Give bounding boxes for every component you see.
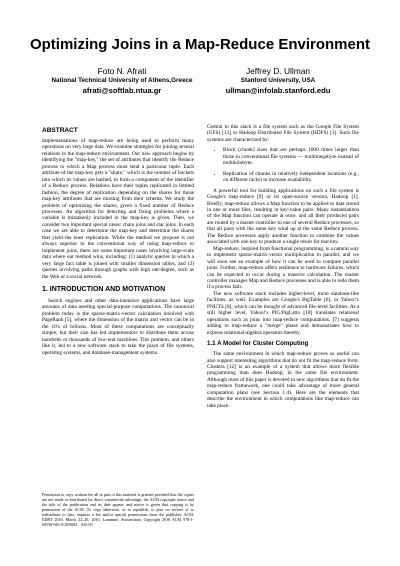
author-name: Jeffrey D. Ullman: [245, 66, 311, 76]
intro-paragraph: Search engines and other data-intensive applications have large amounts of data needing special-purpose computations. The canonical problem today is the sparse-matrix-vector calculation involved with PageRank [5], where the dimension of the matrix and vector can be in the 10's of billions. Most of these computations are conceptually simple, but their size has led implementors to distribute them across hundreds or thousands of low-end machines. This problem, and others like it, led to a new software stack to take the place of file systems, operating systems, and database-management systems.: [42, 297, 194, 356]
section-1-heading: 1. INTRODUCTION AND MOTIVATION: [42, 285, 166, 293]
author-name: Foto N. Afrati: [97, 66, 147, 76]
body-paragraph: A powerful tool for building applications on such a file system is Google's map-reduce [9] or its open-source version, Hadoop [1]. Briefly, map-reduce allows a Map function to be applied to data stored in one or more files, resulting in key-value pairs. Many instantiations of the Map function can operate at once, and all their produced pairs are routed by a master controller to one of several Reduce processes, so that all pairs with the same key wind up at the same Reduce process. The Reduce processes apply another function to combine the values associated with one key to produce a single result for that key.: [207, 187, 359, 246]
author-block-2: [178, 66, 378, 96]
abstract-text: Implementations of map-reduce are being used to perform many operations on very large data. We examine strategies for joining several relations in the map-reduce environment. Our new approach begins by identifying the "map-key," the set of attributes that identify the Reduce process to which a Map process must send a particular tuple. Each attribute of the map-key gets a "share," which is the number of buckets into which its values are hashed, to form a component of the identifier of a Reduce process. Relations have their tuples replicated in limited fashion, the degree of replication depending on the shares for those map-key attributes that are missing from their schema. We study the problem of optimizing the shares, given a fixed number of Reduce processes. An algorithm for detecting and fixing problems where a variable is mistakenly included in the map-key is given. Then, we consider two important special cases: chain joins and star joins. In each case we are able to determine the map-key and determine the shares that yield the least replication. While the method we propose is not always superior to the conventional way of using map-reduce to implement joins, there are some important cases involving large-scale data where our method wins, including: (1) analytic queries in which a very large fact table is joined with smaller dimension tables, and (2) queries involving paths through graphs with high out-degree, such as the Web or a social network.: [42, 138, 194, 280]
body-paragraph: The same environment in which map-reduce proves so useful can also support interesting algorithms that do not fit the map-reduce form. Clustera [12] is an example of a system that allows more flexible programming than does Hadoop, in the same file environment. Although most of this paper is devoted to new algorithms that do fit the map-reduce framework, one could take advantage of more general computation plans (see Section 1.4). Here are the elements that describe the environment in which computations like map-reduce can take place.: [207, 351, 359, 409]
list-item: • Block (chunk) sizes that are perhaps 1000 times larger than those in conventional file systems — multimegabyte instead of multikilobyte.: [223, 147, 359, 166]
feature-list: [207, 147, 359, 183]
paper-title: Optimizing Joins in a Map-Reduce Environment: [29, 36, 371, 53]
permission-text: Permission to copy without fee all or part of this material is granted provided that the copies are not made or distributed for direct commercial advantage, the ACM copyright notice and the title of the publication and its date appear, and notice is given that copying is by permission of the ACM. To copy otherwise, or to republish, to post on servers or to redistribute to lists, requires a fee and/or special permissions from the publisher, ACM. EDBT 2010, March 22–26, 2010, Lausanne, Switzerland. Copyright 2010 ACM 978-1-60558-945-9/10/0003 ...$10.00: [42, 492, 194, 528]
right-column: [207, 124, 359, 409]
permission-notice: [42, 492, 194, 527]
left-column: [42, 124, 194, 356]
author-affiliation: Stanford University, USA: [240, 77, 316, 84]
list-item: • Replication of chunks in relatively independent locations (e.g., on different racks) to increase availability.: [223, 171, 359, 184]
author-email: afrati@softlab.ntua.gr: [82, 86, 162, 95]
subsection-heading: 1.1 A Model for Cluster Computing: [207, 340, 309, 348]
author-affiliation: National Technical University of Athens,Greece: [51, 77, 193, 84]
author-email: ullman@infolab.stanford.edu: [225, 86, 331, 95]
abstract-heading: ABSTRACT: [42, 127, 78, 134]
body-paragraph: The new software stack includes higher-level, more database-like facilities, as well. Examples are Google's BigTable [6], or Yahoo!'s PNUTS [8], which can be thought of advanced file-level facilities. At a still higher level, Yahoo!'s PIG/PigLatin [18] translates relational operations such as joins into map-reduce computations. [7] suggests adding to map-reduce a "merge" phase and demonstrates how to express relational-algebra operators thereby.: [207, 290, 359, 336]
body-paragraph: Map-reduce, inspired from functional programming, is a natural way to implement sparse-matrix-vector multiplication in parallel, and we will soon see an example of how it can be used to compute parallel joins. Further, map-reduce offers resilience to hardware failures, which can be expected to occur during a massive calculation. The master controller manages Map and Reduce processes and is able to redo them if a process fails.: [207, 245, 359, 291]
body-paragraph: Central to this stack is a file system such as the Google File System (GFS) [13] or Hadoop Distributed File System (HDFS) [1]. Such file systems are characterized by:: [207, 124, 359, 143]
